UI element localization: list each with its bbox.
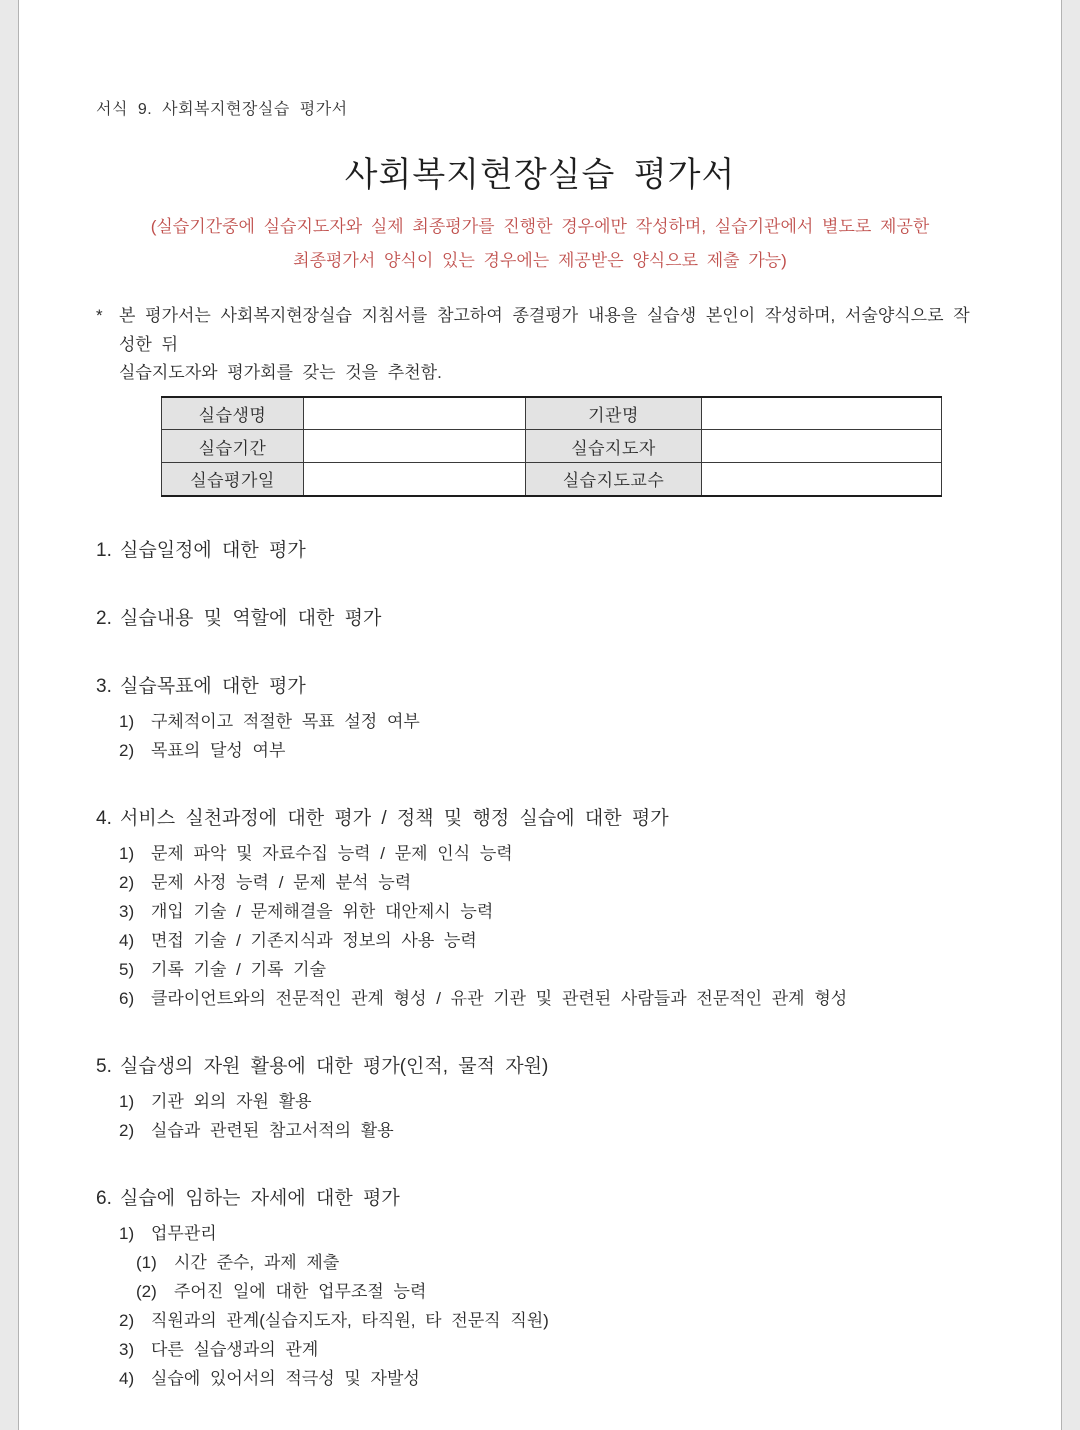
info-table-row xyxy=(162,397,942,430)
list-item-number: 2) xyxy=(119,740,135,760)
section-heading xyxy=(96,673,984,701)
info-table-label: 실습지도자 xyxy=(526,430,702,463)
info-table-label: 실습기간 xyxy=(162,430,304,463)
list-subitem xyxy=(136,1248,984,1277)
list-item xyxy=(119,984,984,1013)
list-subitem xyxy=(136,1277,984,1306)
list-item-number: 2) xyxy=(119,872,135,892)
form-number-label: 서식 9. 사회복지현장실습 평가서 xyxy=(96,101,348,118)
intro-text xyxy=(119,302,984,388)
section-title: 실습목표에 대한 평가 xyxy=(120,675,306,697)
info-table-value xyxy=(702,397,942,430)
list-item xyxy=(119,868,984,897)
list-item-text: 구체적이고 적절한 목표 설정 여부 xyxy=(151,711,420,731)
section-heading xyxy=(96,805,984,833)
list-item xyxy=(119,955,984,984)
section-heading xyxy=(96,1185,984,1213)
list-item-text: 업무관리 xyxy=(151,1223,217,1243)
section-heading xyxy=(96,537,984,565)
list-subitem-text: 시간 준수, 과제 제출 xyxy=(174,1252,340,1272)
section xyxy=(96,805,984,1013)
red-note-line: 최종평가서 양식이 있는 경우에는 제공받은 양식으로 제출 가능) xyxy=(293,251,787,270)
list-item-number: 5) xyxy=(119,959,135,979)
list-item-text: 클라이언트와의 전문적인 관계 형성 / 유관 기관 및 관련된 사람들과 전문적인 관계 형성 xyxy=(151,988,848,1008)
list-item-text: 기관 외의 자원 활용 xyxy=(151,1091,312,1111)
list-item xyxy=(119,1087,984,1116)
section-title: 서비스 실천과정에 대한 평가 / 정책 및 행정 실습에 대한 평가 xyxy=(120,807,669,829)
list-item-text: 문제 파악 및 자료수집 능력 / 문제 인식 능력 xyxy=(151,843,513,863)
section-title: 실습일정에 대한 평가 xyxy=(120,539,306,561)
list-item-text: 기록 기술 / 기록 기술 xyxy=(151,959,326,979)
list-item xyxy=(119,736,984,765)
section xyxy=(96,605,984,633)
list-item xyxy=(119,707,984,736)
list-item-number: 4) xyxy=(119,930,135,950)
info-table-value xyxy=(304,397,526,430)
section xyxy=(96,537,984,565)
list-item-number: 3) xyxy=(119,1339,135,1359)
info-table-label: 실습지도교수 xyxy=(526,463,702,496)
list-item xyxy=(119,1116,984,1145)
page-title: 사회복지현장실습 평가서 xyxy=(344,156,736,194)
section-number: 3. xyxy=(96,675,112,697)
section-number: 5. xyxy=(96,1055,112,1077)
section-title: 실습내용 및 역할에 대한 평가 xyxy=(120,607,382,629)
info-table-value xyxy=(304,430,526,463)
red-note-line: (실습기간중에 실습지도자와 실제 최종평가를 진행한 경우에만 작성하며, 실습기관에서 별도로 제공한 xyxy=(150,217,930,236)
list-item-text: 실습과 관련된 참고서적의 활용 xyxy=(151,1120,394,1140)
list-item-number: 1) xyxy=(119,1091,135,1111)
asterisk-bullet: * xyxy=(96,306,103,325)
section-title: 실습생의 자원 활용에 대한 평가(인적, 물적 자원) xyxy=(120,1055,549,1077)
section xyxy=(96,673,984,765)
list-item-text: 실습에 있어서의 적극성 및 자발성 xyxy=(151,1368,420,1388)
list-item xyxy=(119,1335,984,1364)
info-table-label: 실습생명 xyxy=(162,397,304,430)
intro-text-line: 본 평가서는 사회복지현장실습 지침서를 참고하여 종결평가 내용을 실습생 본인이 작성하며, 서술양식으로 작성한 뒤 xyxy=(119,306,970,354)
info-table xyxy=(161,396,942,497)
list-item-text: 목표의 달성 여부 xyxy=(151,740,286,760)
section-heading xyxy=(96,1053,984,1081)
list-item-text: 다른 실습생과의 관계 xyxy=(151,1339,319,1359)
list-subitem-text: 주어진 일에 대한 업무조절 능력 xyxy=(174,1281,427,1301)
list-item xyxy=(119,839,984,868)
list-subitem-number: (1) xyxy=(136,1252,157,1272)
list-item xyxy=(119,1364,984,1393)
info-table-value xyxy=(702,430,942,463)
section-number: 1. xyxy=(96,539,112,561)
intro-text-line: 실습지도자와 평가회를 갖는 것을 추천함. xyxy=(119,363,442,382)
section-number: 2. xyxy=(96,607,112,629)
list-item-number: 6) xyxy=(119,988,135,1008)
section xyxy=(96,1185,984,1393)
list-item-number: 1) xyxy=(119,711,135,731)
list-item-number: 2) xyxy=(119,1120,135,1140)
info-table-value xyxy=(304,463,526,496)
list-item-text: 직원과의 관계(실습지도자, 타직원, 타 전문직 직원) xyxy=(151,1310,549,1330)
list-item-number: 2) xyxy=(119,1310,135,1330)
section-number: 4. xyxy=(96,807,112,829)
info-table-value xyxy=(702,463,942,496)
list-item-text: 문제 사정 능력 / 문제 분석 능력 xyxy=(151,872,412,892)
list-item-number: 1) xyxy=(119,1223,135,1243)
list-subitem-number: (2) xyxy=(136,1281,157,1301)
document-page xyxy=(18,0,1062,1430)
info-table-label: 기관명 xyxy=(526,397,702,430)
info-table-row xyxy=(162,463,942,496)
evaluation-sections xyxy=(96,537,984,1430)
list-item xyxy=(119,1219,984,1248)
red-note xyxy=(96,210,984,278)
list-item-number: 1) xyxy=(119,843,135,863)
list-item-number: 3) xyxy=(119,901,135,921)
list-item-number: 4) xyxy=(119,1368,135,1388)
section-title: 실습에 임하는 자세에 대한 평가 xyxy=(120,1187,400,1209)
list-item xyxy=(119,897,984,926)
info-table-row xyxy=(162,430,942,463)
intro-paragraph xyxy=(96,302,984,388)
list-item-text: 개입 기술 / 문제해결을 위한 대안제시 능력 xyxy=(151,901,494,921)
info-table-label: 실습평가일 xyxy=(162,463,304,496)
list-item xyxy=(119,1306,984,1335)
list-item xyxy=(119,926,984,955)
section-heading xyxy=(96,605,984,633)
list-item-text: 면접 기술 / 기존지식과 정보의 사용 능력 xyxy=(151,930,477,950)
section xyxy=(96,1053,984,1145)
section-number: 6. xyxy=(96,1187,112,1209)
